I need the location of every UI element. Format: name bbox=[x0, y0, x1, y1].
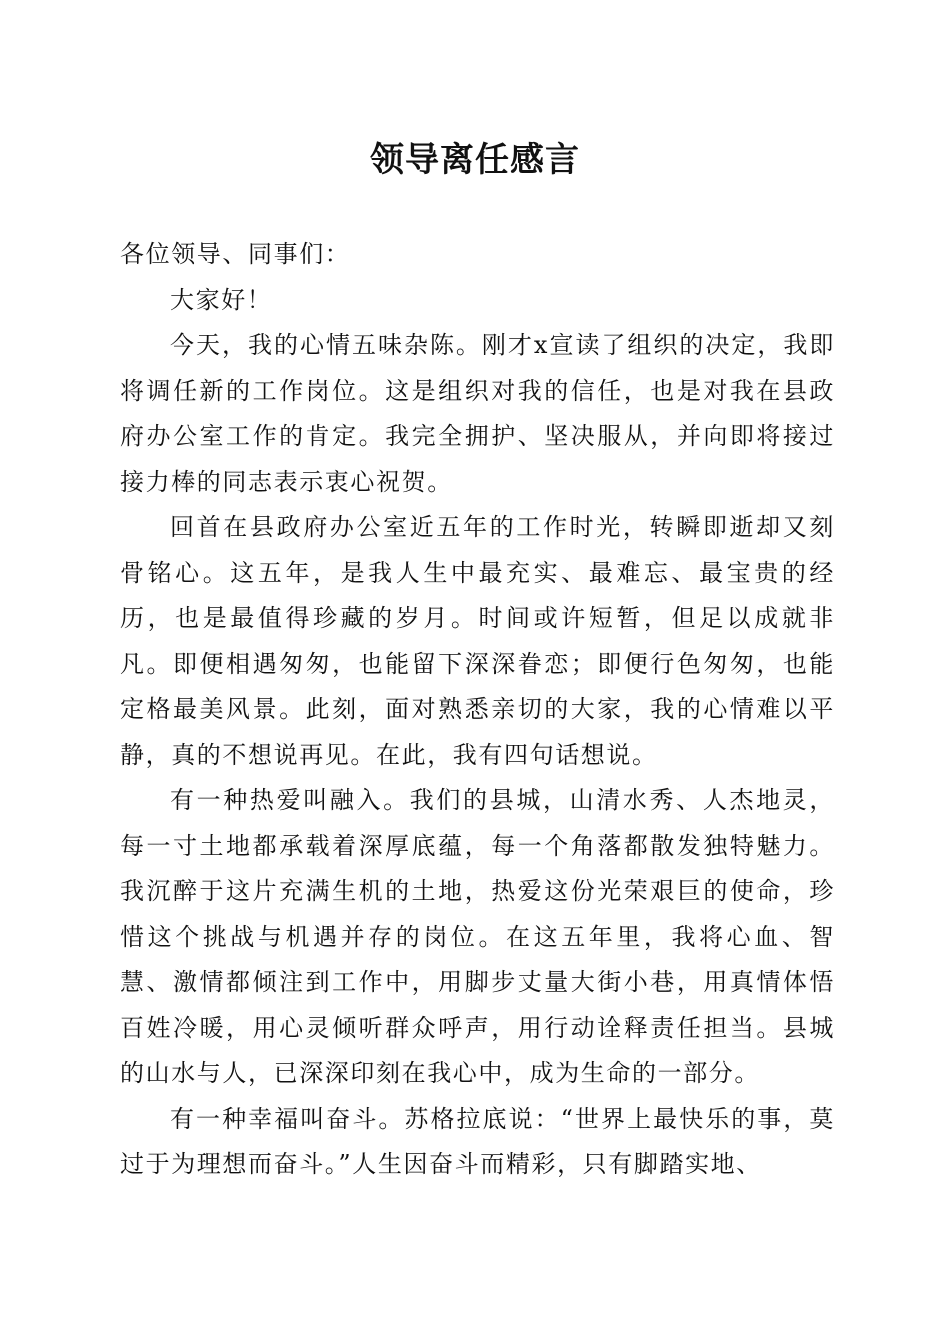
paragraph-1: 今天，我的心情五味杂陈。刚才x宣读了组织的决定，我即将调任新的工作岗位。这是组织对我的信任，也是对我在县政府办公室工作的肯定。我完全拥护、坚决服从，并向即将接过接力棒的同志表示衷心祝贺。 bbox=[120, 331, 835, 496]
document-title: 领导离任感言 bbox=[370, 140, 580, 180]
document-body bbox=[120, 232, 835, 1188]
paragraph-2: 回首在县政府办公室近五年的工作时光，转瞬即逝却又刻骨铭心。这五年，是我人生中最充实、最难忘、最宝贵的经历，也是最值得珍藏的岁月。时间或许短暂，但足以成就非凡。即便相遇匆匆，也能留下深深眷恋；即便行色匆匆，也能定格最美风景。此刻，面对熟悉亲切的大家，我的心情难以平静，真的不想说再见。在此，我有四句话想说。 bbox=[120, 513, 835, 769]
salutation: 各位领导、同事们： bbox=[120, 240, 351, 268]
paragraph-4: 有一种幸福叫奋斗。苏格拉底说：“世界上最快乐的事，莫过于为理想而奋斗。”人生因奋斗而精彩，只有脚踏实地、 bbox=[120, 1104, 835, 1178]
greeting: 大家好！ bbox=[170, 285, 273, 314]
paragraph-3: 有一种热爱叫融入。我们的县城，山清水秀、人杰地灵，每一寸土地都承载着深厚底蕴，每一个角落都散发独特魅力。我沉醉于这片充满生机的土地，热爱这份光荣艰巨的使命，珍惜这个挑战与机遇并存的岗位。在这五年里，我将心血、智慧、激情都倾注到工作中，用脚步丈量大街小巷，用真情体悟百姓冷暖，用心灵倾听群众呼声，用行动诠释责任担当。县城的山水与人，已深深印刻在我心中，成为生命的一部分。 bbox=[120, 786, 835, 1087]
